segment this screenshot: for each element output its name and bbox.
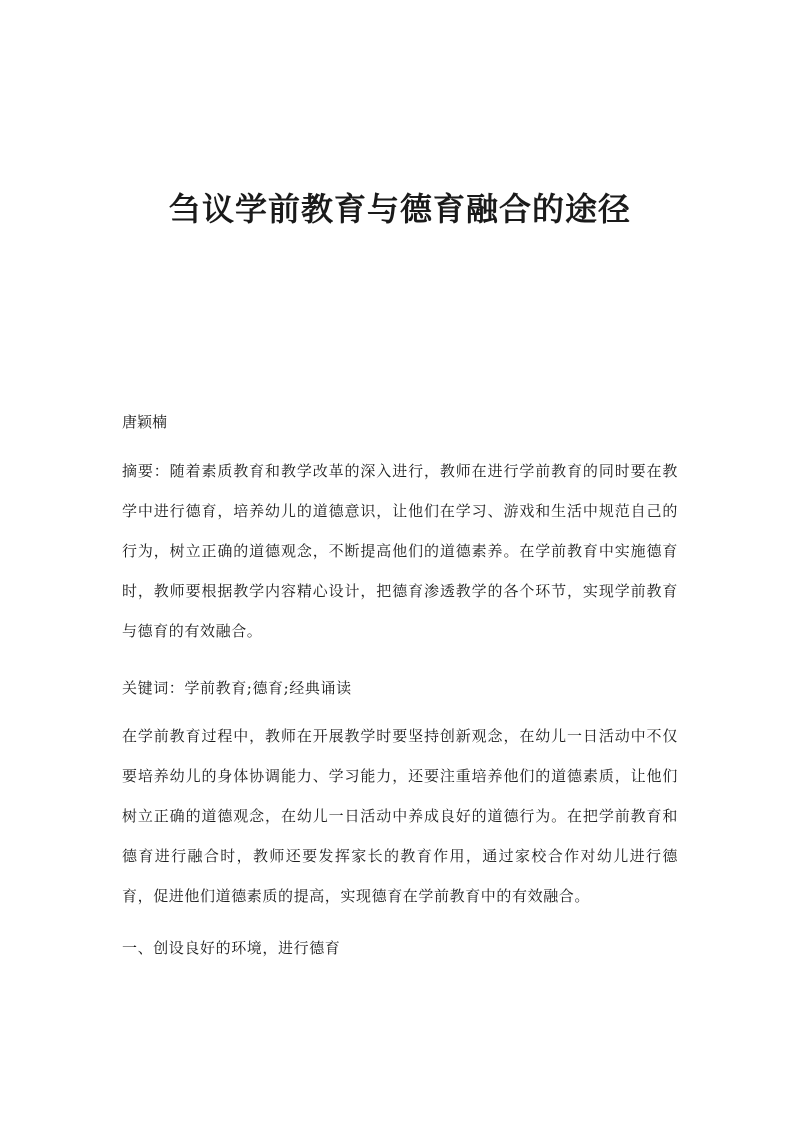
body-paragraph: 在学前教育过程中，教师在开展教学时要坚持创新观念，在幼儿一日活动中不仅要培养幼儿的身体协调能力、学习能力，还要注重培养他们的道德素质，让他们树立正确的道德观念，在幼儿一日活动中养成良好的道德行为。在把学前教育和德育进行融合时，教师还要发挥家长的教育作用，通过家校合作对幼儿进行德育，促进他们道德素质的提高，实现德育在学前教育中的有效融合。 [122, 727, 678, 905]
author-name: 唐颖楠 [122, 413, 168, 431]
keywords-line: 关键词：学前教育;德育;经典诵读 [122, 679, 352, 697]
document-title: 刍议学前教育与德育融合的途径 [168, 190, 631, 228]
abstract-paragraph: 摘要：随着素质教育和教学改革的深入进行，教师在进行学前教育的同时要在教学中进行德育，培养幼儿的道德意识，让他们在学习、游戏和生活中规范自己的行为，树立正确的道德观念，不断提高他们的道德素养。在学前教育中实施德育时，教师要根据教学内容精心设计，把德育渗透教学的各个环节，实现学前教育与德育的有效融合。 [122, 462, 678, 640]
section-heading: 一、创设良好的环境，进行德育 [122, 939, 341, 957]
